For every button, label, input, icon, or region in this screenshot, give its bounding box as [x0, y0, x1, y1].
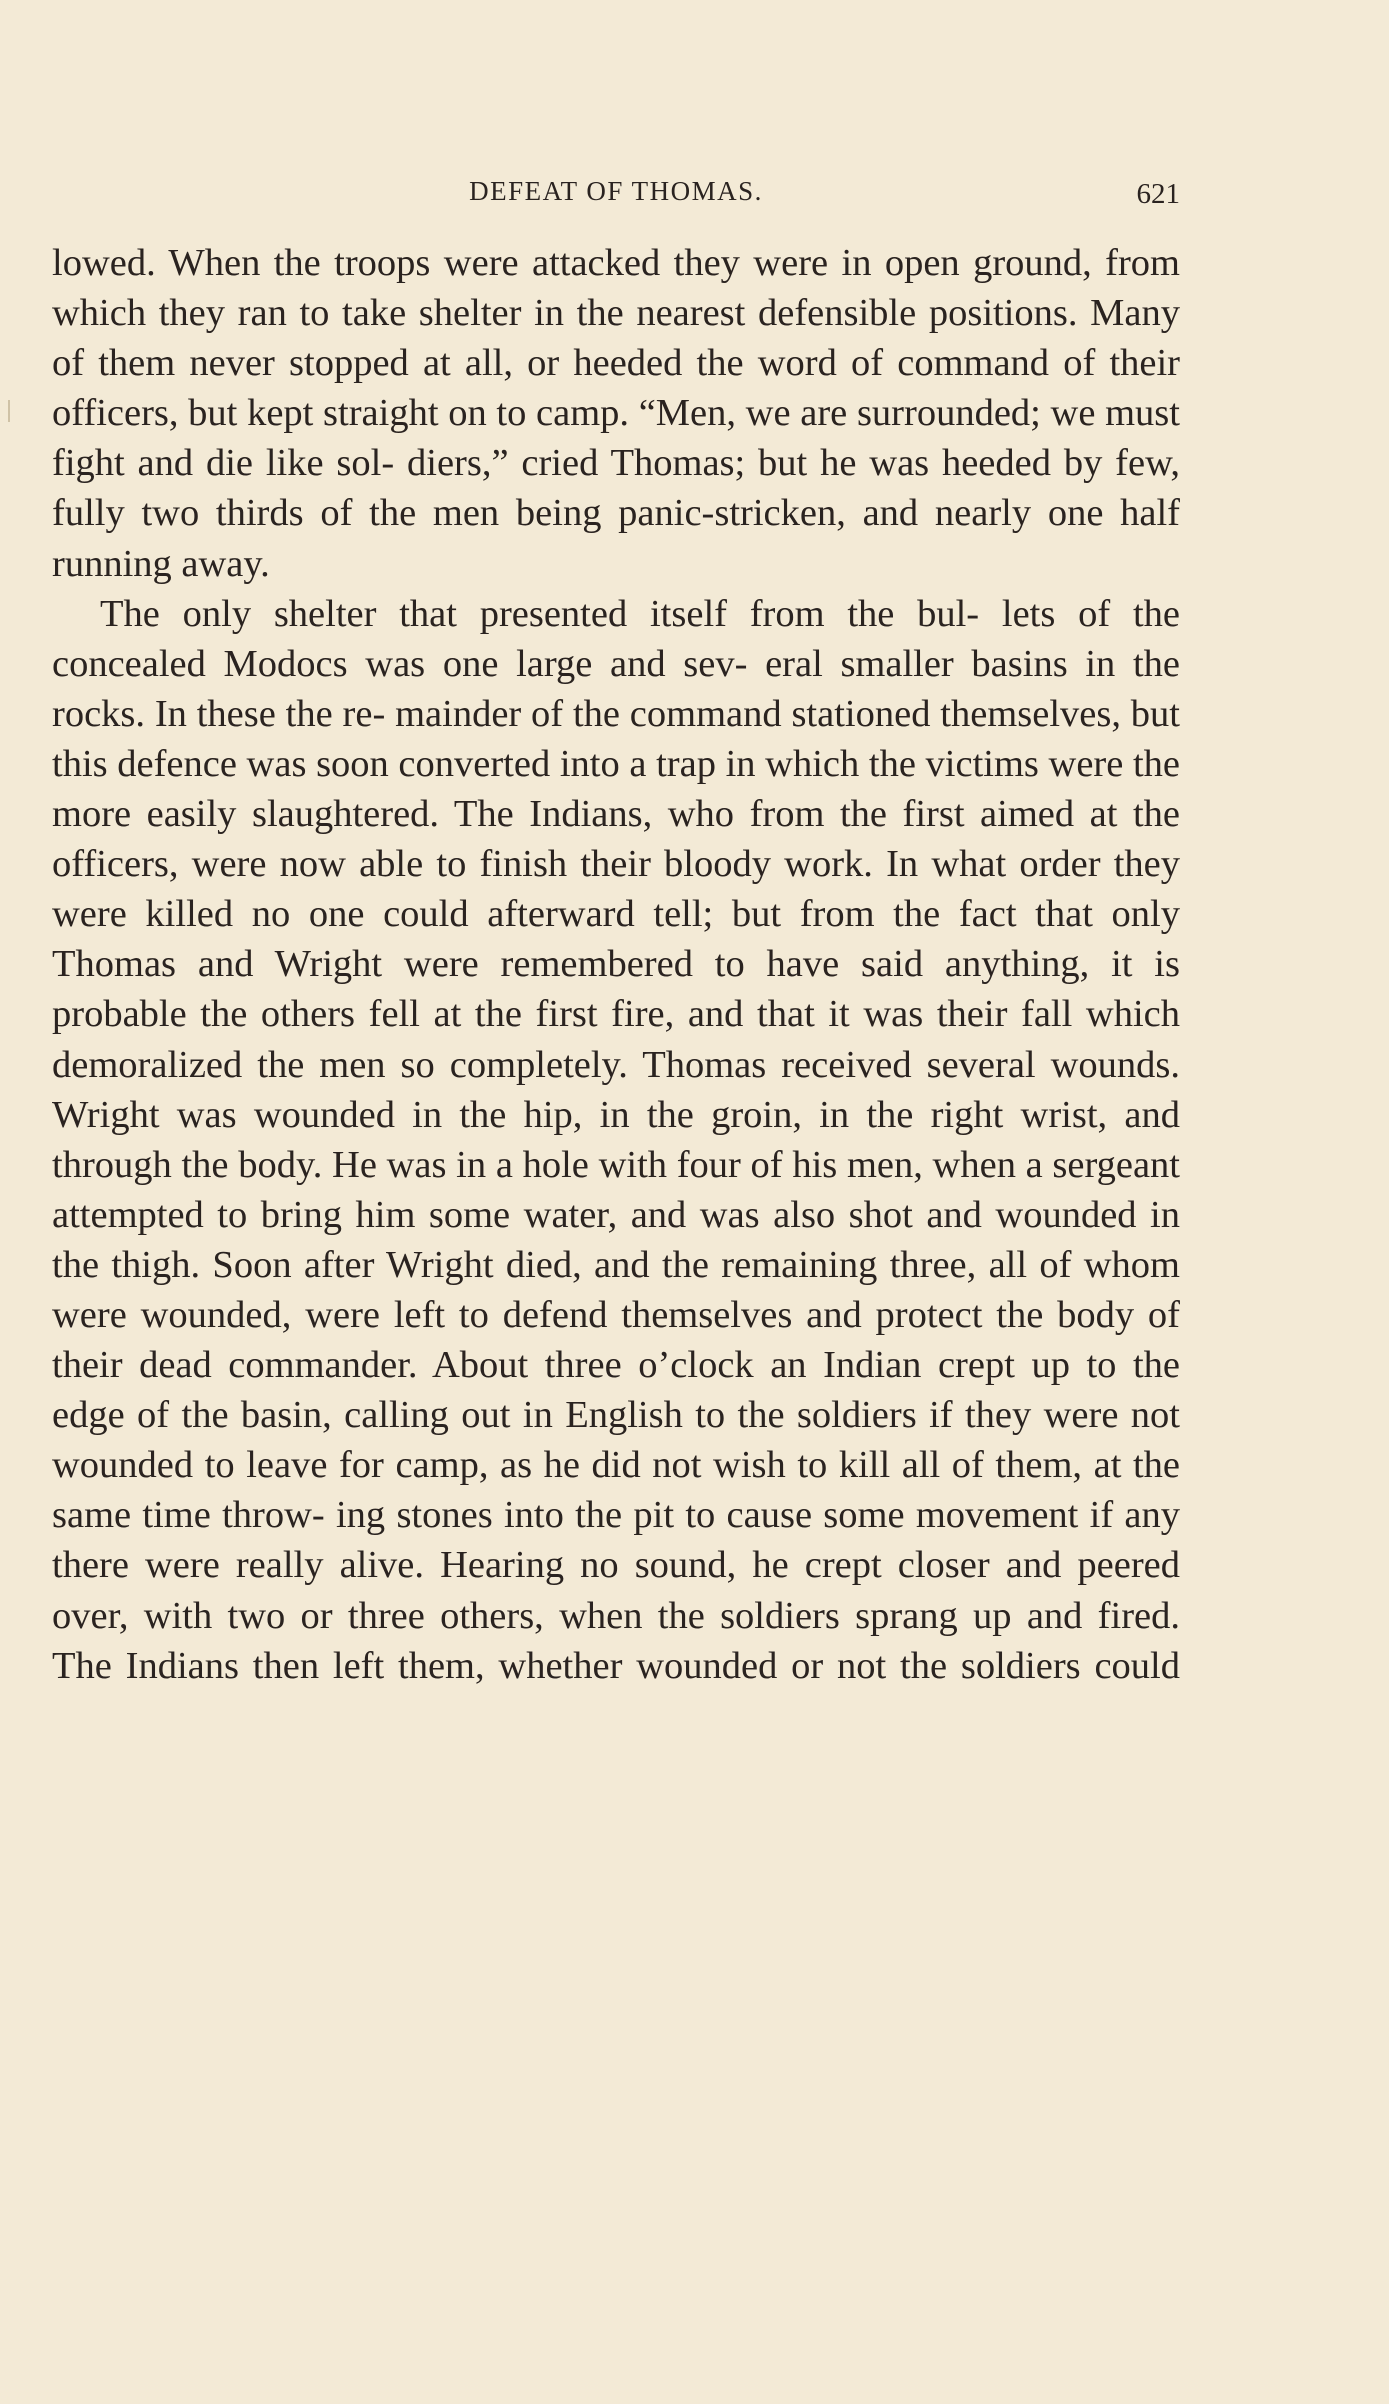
margin-mark [8, 400, 10, 422]
running-title: DEFEAT OF THOMAS. [469, 176, 763, 206]
running-head [52, 173, 1180, 209]
paragraph-2: The only shelter that presented itself from the bul- lets of the concealed Modocs was one large and sev- eral smaller basins in the rocks. In these the re- mainder of the command stationed themselves, but this defence was soon converted into a trap in which the victims were the more easily slaughtered. The Indians, who from the first aimed at the officers, were now able to finish their bloody work. In what order they were killed no one could afterward tell; but from the fact that only Thomas and Wright were remembered to have said anything, it is probable the others fell at the first fire, and that it was their fall which demoralized the men so completely. Thomas received several wounds. Wright was wounded in the hip, in the groin, in the right wrist, and through the body. He was in a hole with four of his men, when a sergeant attempted to bring him some water, and was also shot and wounded in the thigh. Soon after Wright died, and the remaining three, all of whom were wounded, were left to defend themselves and protect the body of their dead commander. About three o’clock an Indian crept up to the edge of the basin, calling out in English to the soldiers if they were not wounded to leave for camp, as he did not wish to kill all of them, at the same time throw- ing stones into the pit to cause some movement if any there were really alive. Hearing no sound, he crept closer and peered over, with two or three others, when the soldiers sprang up and fired. The Indians then left them, whether wounded or not the soldiers could [52, 592, 1180, 1687]
paragraph-1: lowed. When the troops were attacked they were in open ground, from which they ran to take shelter in the nearest defensible positions. Many of them never stopped at all, or heeded the word of command of their officers, but kept straight on to camp. “Men, we are surrounded; we must fight and die like sol- diers,” cried Thomas; but he was heeded by few, fully two thirds of the men being panic-stricken, and nearly one half running away. [52, 242, 1180, 585]
body-text [52, 238, 1180, 1691]
page-number: 621 [1136, 178, 1180, 210]
